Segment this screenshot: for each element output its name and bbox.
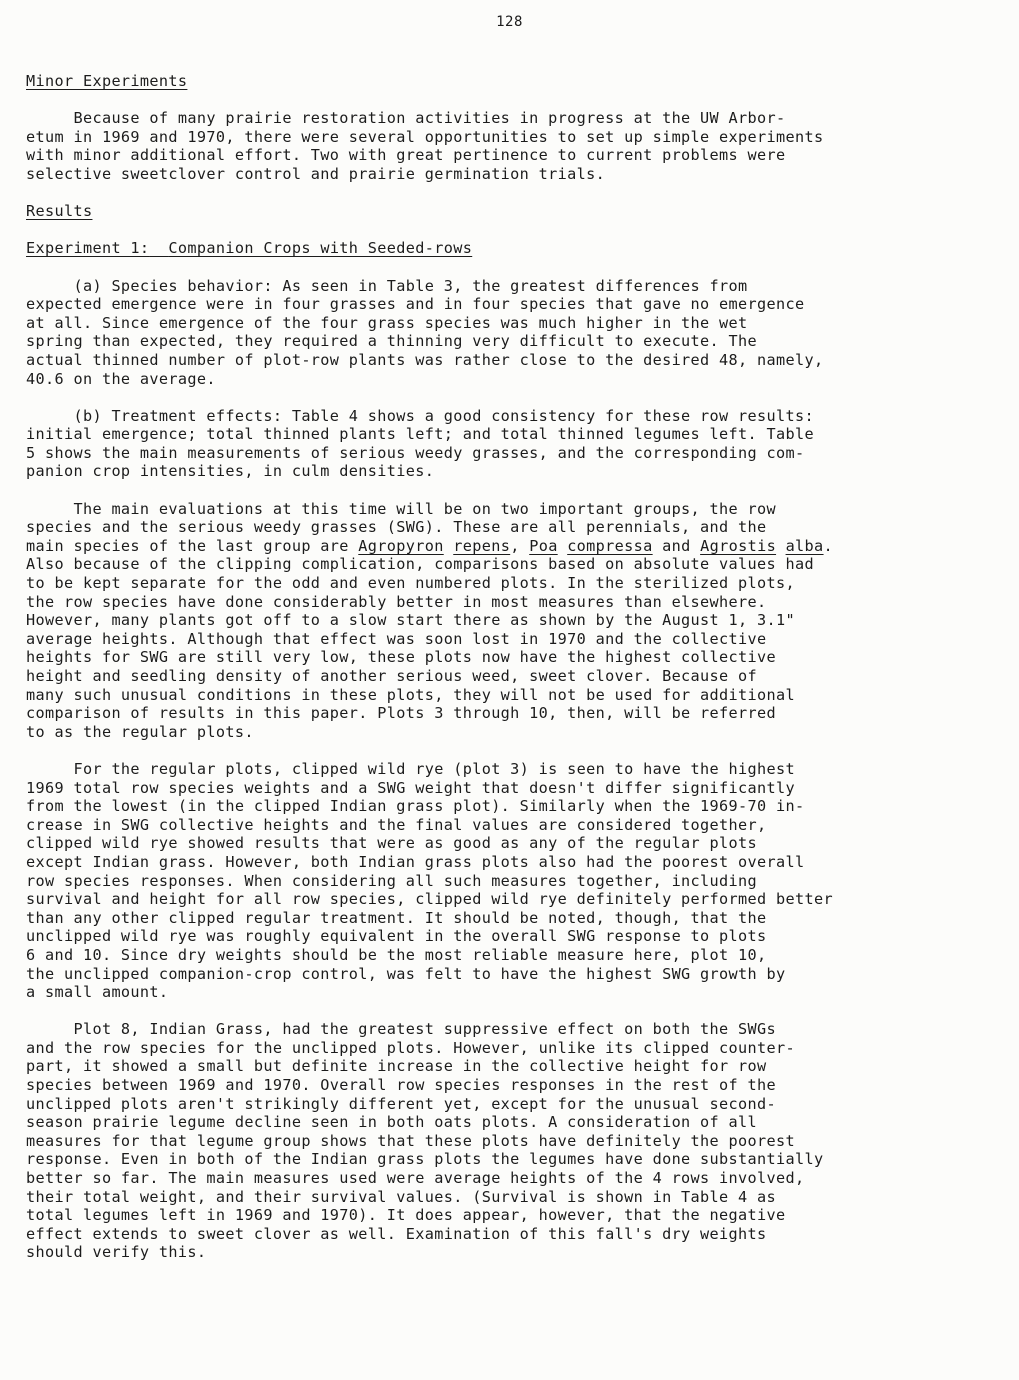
text-line: (b) Treatment effects: Table 4 shows a good consistency for these row results: bbox=[26, 406, 814, 425]
text-line: many such unusual conditions in these plots, they will not be used for additional bbox=[26, 685, 795, 704]
text-line: height and seedling density of another serious weed, sweet clover. Because of bbox=[26, 667, 758, 685]
species-poa: Poa bbox=[529, 536, 558, 555]
species-separator: , bbox=[510, 536, 530, 555]
experiment-1-title: Companion Crops with Seeded-rows bbox=[168, 239, 473, 258]
experiment-1-space bbox=[149, 239, 168, 257]
text-line: than any other clipped regular treatment. It should be noted, though, that the bbox=[26, 908, 767, 927]
heading-experiment-1 bbox=[26, 239, 986, 258]
text-line: expected emergence were in four grasses and in four species that gave no emergence bbox=[26, 295, 805, 314]
text-line: Plot 8, Indian Grass, had the greatest suppressive effect on both the SWGs bbox=[26, 1020, 776, 1039]
text-line: season prairie legume decline seen in both oats plots. A consideration of all bbox=[26, 1113, 758, 1132]
text-line: the unclipped companion-crop control, was felt to have the highest SWG growth by bbox=[26, 964, 786, 983]
text-line: average heights. Although that effect was soon lost in 1970 and the collective bbox=[26, 629, 767, 648]
text-line: (a) Species behavior: As seen in Table 3, the greatest differences from bbox=[26, 276, 748, 295]
experiment-1-label: Experiment 1: bbox=[26, 239, 150, 258]
heading-results bbox=[26, 202, 986, 221]
text-line: actual thinned number of plot-row plants was rather close to the desired 48, namely, bbox=[26, 350, 824, 369]
text-line: row species responses. When considering all such measures together, including bbox=[26, 871, 758, 890]
text-line: to be kept separate for the odd and even numbered plots. In the sterilized plots, bbox=[26, 574, 795, 593]
spacer bbox=[26, 184, 986, 203]
species-space bbox=[776, 537, 786, 555]
text-line: The main evaluations at this time will be on two important groups, the row bbox=[26, 499, 776, 518]
text-line: selective sweetclover control and prairie germination trials. bbox=[26, 164, 606, 183]
text-line: the row species have done considerably better in most measures than elsewhere. bbox=[26, 592, 767, 611]
text-line: measures for that legume group shows that these plots have definitely the poorest bbox=[26, 1131, 795, 1150]
text-line: 6 and 10. Since dry weights should be the most reliable measure here, plot 10, bbox=[26, 945, 767, 964]
text-line: 40.6 on the average. bbox=[26, 369, 216, 388]
text-line: panion crop intensities, in culm densities. bbox=[26, 462, 435, 481]
text-line: initial emergence; total thinned plants left; and total thinned legumes left. Table bbox=[26, 425, 814, 444]
text-line: unclipped wild rye was roughly equivalent in the overall SWG response to plots bbox=[26, 927, 767, 946]
text-line: to as the regular plots. bbox=[26, 722, 254, 741]
species-line-end: . bbox=[823, 536, 834, 555]
text-line: and the row species for the unclipped plots. However, unlike its clipped counter- bbox=[26, 1038, 795, 1057]
spacer bbox=[26, 388, 986, 407]
text-line: heights for SWG are still very low, these plots now have the highest collective bbox=[26, 648, 776, 667]
text-line: species between 1969 and 1970. Overall row species responses in the rest of the bbox=[26, 1076, 776, 1095]
spacer bbox=[26, 1002, 986, 1021]
page-number: 128 bbox=[496, 14, 523, 30]
text-line: response. Even in both of the Indian grass plots the legumes have done substantially bbox=[26, 1150, 824, 1169]
paragraph-treatment-effects bbox=[26, 407, 986, 481]
spacer bbox=[26, 258, 986, 277]
text-line: their total weight, and their survival values. (Survival is shown in Table 4 as bbox=[26, 1187, 776, 1206]
species-repens: repens bbox=[453, 536, 511, 555]
species-agrostis: Agrostis bbox=[700, 536, 777, 555]
species-space bbox=[444, 537, 454, 555]
species-space bbox=[558, 537, 568, 555]
spacer bbox=[26, 741, 986, 760]
text-line: Also because of the clipping complication, comparisons based on absolute values had bbox=[26, 555, 814, 574]
spacer bbox=[26, 91, 986, 110]
heading-results-text: Results bbox=[26, 202, 93, 221]
text-line: better so far. The main measures used were average heights of the 4 rows involved, bbox=[26, 1169, 805, 1188]
paragraph-species-behavior bbox=[26, 277, 986, 389]
paragraph-intro bbox=[26, 109, 986, 183]
species-line-prefix: main species of the last group are bbox=[26, 536, 359, 555]
species-compressa: compressa bbox=[567, 536, 653, 555]
species-separator: and bbox=[652, 536, 701, 555]
text-line: with minor additional effort. Two with great pertinence to current problems were bbox=[26, 146, 786, 165]
paragraph-plot-8 bbox=[26, 1020, 986, 1262]
spacer bbox=[26, 481, 986, 500]
paragraph-main-evaluations bbox=[26, 500, 986, 742]
text-line: etum in 1969 and 1970, there were several opportunities to set up simple experiments bbox=[26, 127, 824, 146]
text-line: For the regular plots, clipped wild rye (plot 3) is seen to have the highest bbox=[26, 759, 795, 778]
text-line: at all. Since emergence of the four grass species was much higher in the wet bbox=[26, 313, 748, 332]
text-line: crease in SWG collective heights and the final values are considered together, bbox=[26, 815, 767, 834]
species-agropyron: Agropyron bbox=[358, 536, 444, 555]
text-line: 1969 total row species weights and a SWG weight that doesn't differ significantly bbox=[26, 778, 795, 797]
species-alba: alba bbox=[785, 536, 824, 555]
text-line: survival and height for all row species, clipped wild rye definitely performed better bbox=[26, 890, 833, 909]
text-line: 5 shows the main measurements of serious weedy grasses, and the corresponding com- bbox=[26, 443, 805, 462]
text-line: total legumes left in 1969 and 1970). It does appear, however, that the negative bbox=[26, 1206, 786, 1225]
text-line: spring than expected, they required a thinning very difficult to execute. The bbox=[26, 332, 758, 351]
text-line: part, it showed a small but definite increase in the collective height for row bbox=[26, 1057, 767, 1076]
spacer bbox=[26, 221, 986, 240]
text-line: except Indian grass. However, both Indian grass plots also had the poorest overall bbox=[26, 852, 805, 871]
text-line: effect extends to sweet clover as well. Examination of this fall's dry weights bbox=[26, 1224, 767, 1243]
heading-minor-experiments-text: Minor Experiments bbox=[26, 72, 188, 90]
text-line: clipped wild rye showed results that were as good as any of the regular plots bbox=[26, 834, 758, 853]
text-line: should verify this. bbox=[26, 1243, 207, 1262]
text-line: comparison of results in this paper. Plots 3 through 10, then, will be referred bbox=[26, 704, 776, 723]
text-line: a small amount. bbox=[26, 983, 169, 1002]
text-line: from the lowest (in the clipped Indian grass plot). Similarly when the 1969-70 in- bbox=[26, 797, 805, 816]
paragraph-regular-plots bbox=[26, 760, 986, 1002]
document-body bbox=[26, 72, 986, 1262]
heading-minor-experiments bbox=[26, 72, 986, 91]
text-line: unclipped plots aren't strikingly different yet, except for the unusual second- bbox=[26, 1094, 776, 1113]
text-line: species and the serious weedy grasses (SWG). These are all perennials, and the bbox=[26, 518, 767, 537]
species-line bbox=[26, 537, 986, 556]
text-line: Because of many prairie restoration activities in progress at the UW Arbor- bbox=[26, 109, 786, 128]
text-line: However, many plants got off to a slow start there as shown by the August 1, 3.1" bbox=[26, 611, 795, 630]
